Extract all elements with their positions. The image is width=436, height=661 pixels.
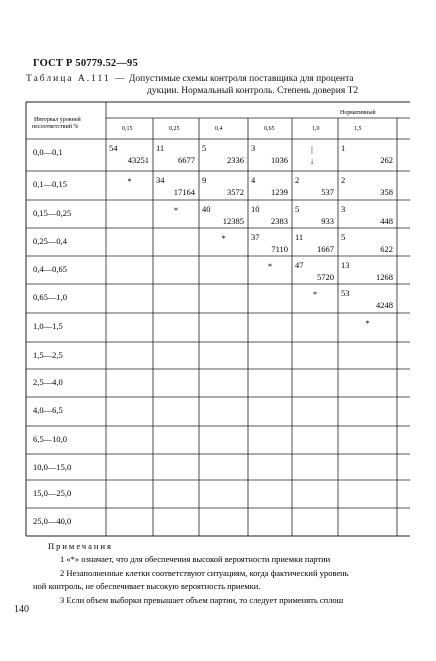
sample-size: 2 — [341, 175, 346, 185]
row-header-line1: Интервал уровней — [34, 117, 81, 123]
note-1: 1 «*» означает, что для обеспечения высокой вероятности приемки партии — [60, 554, 331, 564]
lot-size: 6677 — [178, 155, 195, 165]
note-2-line2: ной контроль, не обеспечивает высокую вероятность приемки. — [33, 581, 261, 591]
lot-size: 448 — [380, 216, 393, 226]
row-label: 25,0—40,0 — [33, 516, 72, 526]
lot-size: 17164 — [173, 187, 195, 197]
sample-size: 9 — [202, 175, 207, 185]
table-caption-label: Таблица А.111 — — [26, 74, 127, 84]
star-mark: * — [267, 261, 273, 271]
column-header: 0,25 — [169, 126, 180, 132]
lot-size: 7110 — [271, 244, 288, 254]
table-caption-line2: дукции. Нормальный контроль. Степень доверия Т2 — [147, 86, 359, 96]
lot-size: 1036 — [271, 155, 288, 165]
sample-size: 11 — [156, 143, 165, 153]
lot-size: 537 — [321, 187, 334, 197]
sample-size: 40 — [202, 204, 211, 214]
row-label: 1,5—2,5 — [33, 350, 63, 360]
lot-size: 262 — [380, 155, 393, 165]
row-label: 0,25—0,4 — [33, 236, 67, 246]
note-3: 3 Если объем выборки превышает объем партии, то следует применять сплош — [60, 595, 344, 605]
sample-size: 13 — [341, 260, 350, 270]
row-label: 15,0—25,0 — [33, 488, 72, 498]
column-header: 0,15 — [122, 126, 133, 132]
standard-title: ГОСТ Р 50779.52—95 — [33, 58, 138, 69]
row-label: 2,5—4,0 — [33, 377, 63, 387]
down-arrow-mark: ↓ — [309, 156, 315, 166]
sample-size: 3 — [251, 143, 256, 153]
star-mark: * — [127, 176, 132, 186]
lot-size: 3572 — [227, 187, 244, 197]
lot-size: 2383 — [271, 216, 288, 226]
sample-size: 47 — [295, 260, 304, 270]
row-label: 0,15—0,25 — [33, 208, 72, 218]
table-caption-text: Допустимые схемы контроля поставщика для процента — [128, 74, 354, 84]
column-header: 1,5 — [354, 126, 362, 132]
row-label: 0,65—1,0 — [33, 292, 67, 302]
lot-size: 1239 — [271, 187, 288, 197]
sample-size: 11 — [295, 232, 304, 242]
lot-size: 933 — [321, 216, 334, 226]
vertical-bar-mark: | — [311, 144, 313, 154]
sample-size: 10 — [251, 204, 260, 214]
row-label: 1,0—1,5 — [33, 321, 63, 331]
row-label: 0,4—0,65 — [33, 264, 67, 274]
row-header-line2: несоответствий % — [32, 124, 79, 130]
sample-size: 2 — [295, 175, 300, 185]
sample-size: 37 — [251, 232, 260, 242]
column-header: 1,0 — [312, 126, 320, 132]
lot-size: 5720 — [317, 272, 334, 282]
sample-size: 5 — [341, 232, 346, 242]
row-label: 6,5—10,0 — [33, 434, 67, 444]
sample-size: 4 — [251, 175, 256, 185]
sample-size: 34 — [156, 175, 165, 185]
sample-size: 53 — [341, 288, 350, 298]
sample-size: 5 — [202, 143, 207, 153]
row-label: 0,0—0,1 — [33, 147, 63, 157]
column-group-header: Нормативный — [340, 110, 376, 116]
lot-size: 1268 — [376, 272, 393, 282]
lot-size: 1667 — [317, 244, 334, 254]
column-header: 0,65 — [264, 126, 275, 132]
notes-title: Примечания — [48, 541, 113, 551]
lot-size: 43251 — [127, 155, 149, 165]
lot-size: 4248 — [376, 300, 393, 310]
row-label: 0,1—0,15 — [33, 179, 67, 189]
note-2-line1: 2 Незаполненные клетки соответствуют ситуациям, когда фактический уровень — [60, 568, 349, 578]
lot-size: 358 — [380, 187, 393, 197]
star-mark: * — [221, 233, 226, 243]
row-label: 4,0—6,5 — [33, 405, 63, 415]
sample-size: 54 — [109, 143, 118, 153]
lot-size: 622 — [380, 244, 393, 254]
sample-size: 1 — [341, 143, 346, 153]
lot-size: 12385 — [222, 216, 244, 226]
sample-size: 3 — [341, 204, 346, 214]
star-mark: * — [365, 318, 370, 328]
star-mark: * — [173, 205, 179, 215]
column-header: 0,4 — [215, 126, 223, 132]
star-mark: * — [312, 289, 318, 299]
sample-size: 5 — [295, 204, 300, 214]
lot-size: 2336 — [227, 155, 244, 165]
page-number: 140 — [14, 604, 29, 615]
row-label: 10,0—15,0 — [33, 462, 72, 472]
